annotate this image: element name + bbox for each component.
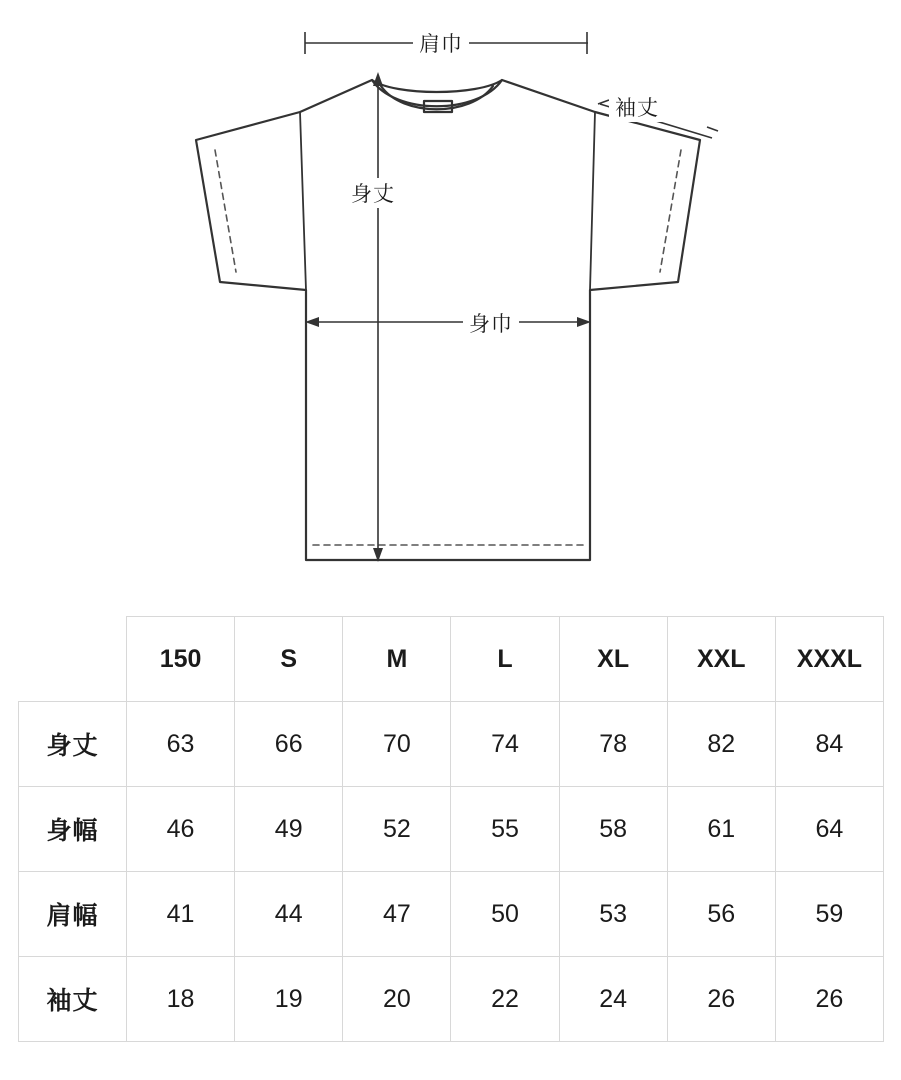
cell-sleeve-length-150: 18 (127, 957, 235, 1042)
column-header-s: S (235, 617, 343, 702)
cell-body-length-s: 66 (235, 702, 343, 787)
cell-shoulder-width-s: 44 (235, 872, 343, 957)
cell-shoulder-width-xxxl: 59 (775, 872, 883, 957)
cell-shoulder-width-150: 41 (127, 872, 235, 957)
column-header-xl: XL (559, 617, 667, 702)
table-row (19, 957, 884, 1042)
cell-shoulder-width-m: 47 (343, 872, 451, 957)
size-table (18, 616, 884, 1042)
row-header-body-length: 身丈 (19, 702, 127, 787)
cell-shoulder-width-xl: 53 (559, 872, 667, 957)
cell-sleeve-length-xl: 24 (559, 957, 667, 1042)
cell-body-length-150: 63 (127, 702, 235, 787)
cell-body-length-xl: 78 (559, 702, 667, 787)
row-header-shoulder-width: 肩幅 (19, 872, 127, 957)
cell-body-width-xxxl: 64 (775, 787, 883, 872)
table-row (19, 872, 884, 957)
column-header-m: M (343, 617, 451, 702)
column-header-xxl: XXL (667, 617, 775, 702)
row-header-sleeve-length: 袖丈 (19, 957, 127, 1042)
cell-body-length-l: 74 (451, 702, 559, 787)
cell-sleeve-length-s: 19 (235, 957, 343, 1042)
table-row (19, 702, 884, 787)
table-header-row (19, 617, 884, 702)
cell-body-width-150: 46 (127, 787, 235, 872)
column-header-xxxl: XXXL (775, 617, 883, 702)
cell-sleeve-length-xxl: 26 (667, 957, 775, 1042)
label-sleeve-length: 袖丈 (609, 92, 665, 122)
cell-shoulder-width-l: 50 (451, 872, 559, 957)
cell-body-length-xxxl: 84 (775, 702, 883, 787)
cell-body-width-s: 49 (235, 787, 343, 872)
column-header-l: L (451, 617, 559, 702)
label-body-length: 身丈 (345, 178, 401, 208)
cell-shoulder-width-xxl: 56 (667, 872, 775, 957)
cell-body-width-xxl: 61 (667, 787, 775, 872)
table-row (19, 787, 884, 872)
size-table-container (18, 616, 884, 1042)
table-corner-cell (19, 617, 127, 702)
label-shoulder-width: 肩巾 (413, 28, 469, 58)
cell-sleeve-length-l: 22 (451, 957, 559, 1042)
cell-sleeve-length-xxxl: 26 (775, 957, 883, 1042)
label-body-width: 身巾 (463, 308, 519, 338)
cell-body-length-m: 70 (343, 702, 451, 787)
cell-body-width-l: 55 (451, 787, 559, 872)
cell-body-width-m: 52 (343, 787, 451, 872)
row-header-body-width: 身幅 (19, 787, 127, 872)
column-header-150: 150 (127, 617, 235, 702)
cell-sleeve-length-m: 20 (343, 957, 451, 1042)
cell-body-width-xl: 58 (559, 787, 667, 872)
cell-body-length-xxl: 82 (667, 702, 775, 787)
